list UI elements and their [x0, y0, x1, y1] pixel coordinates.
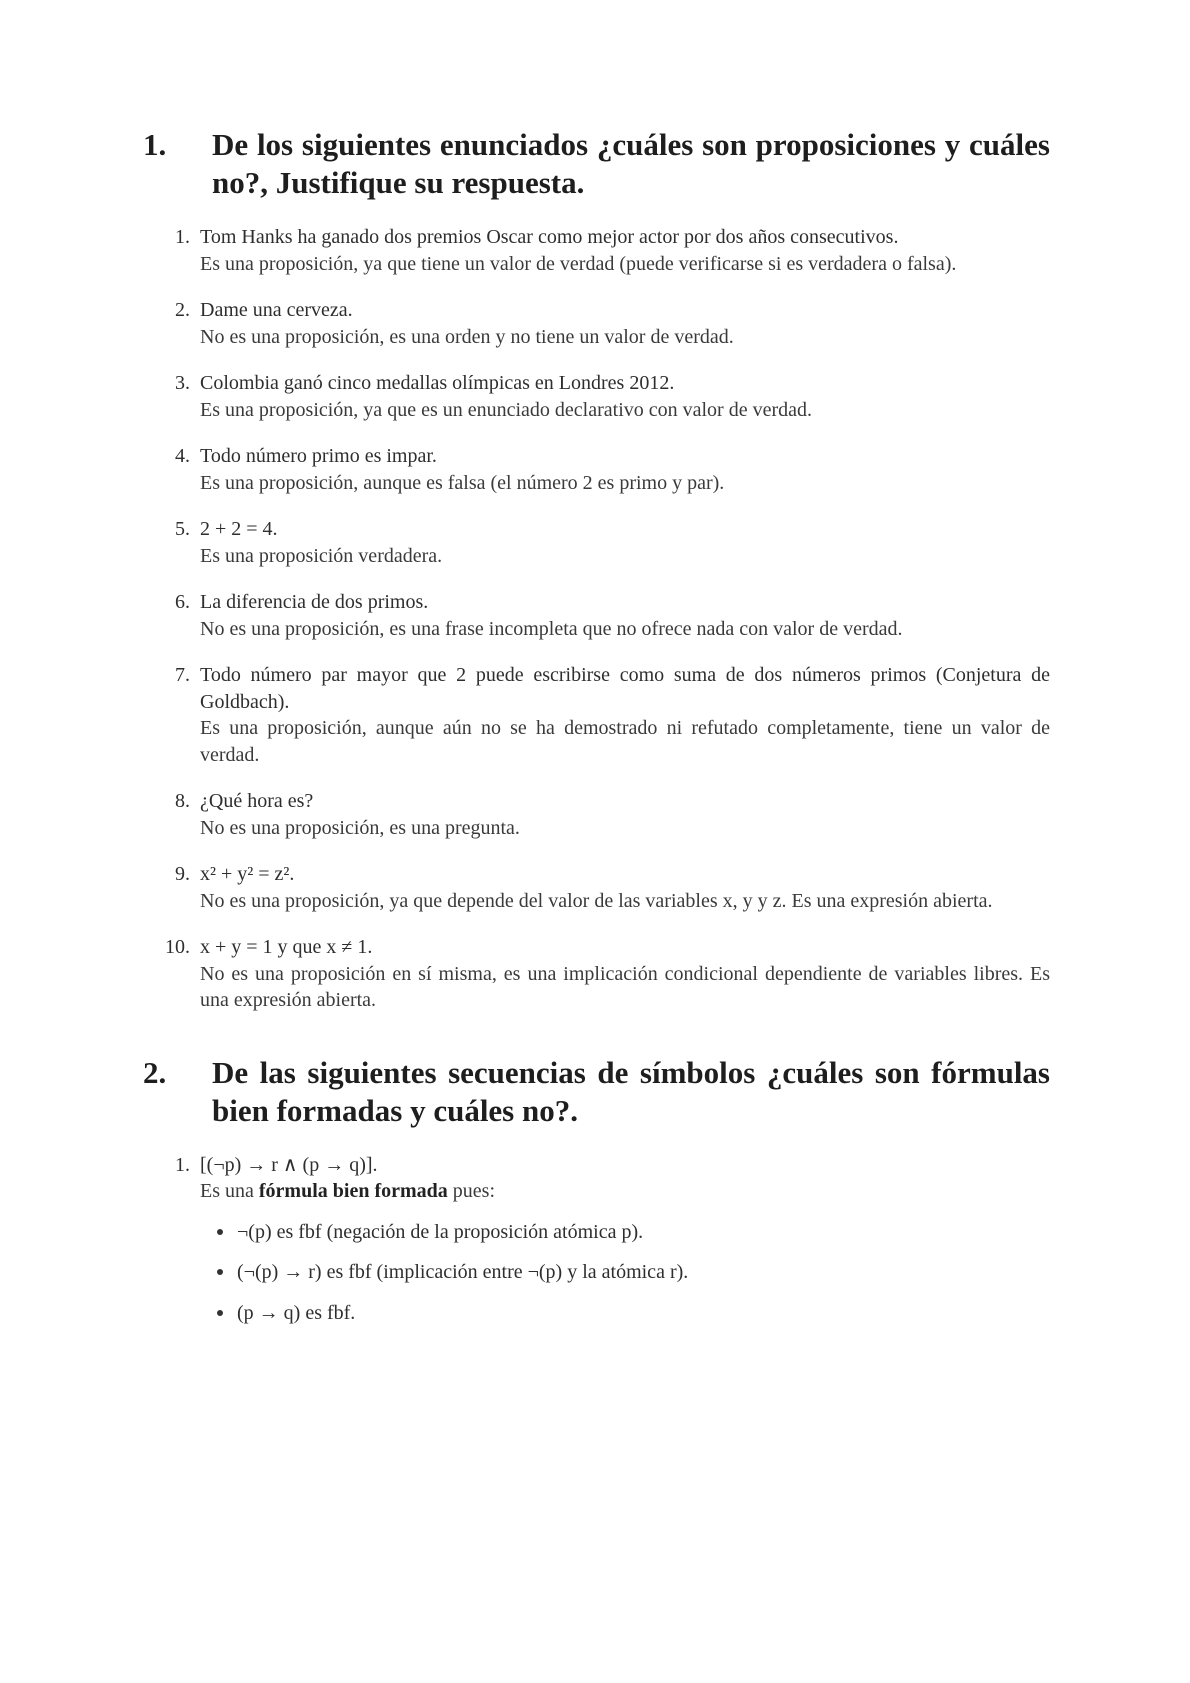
item-number: 2.: [175, 299, 190, 321]
bullet-text: ¬(p) es fbf (negación de la proposición atómica p).: [237, 1220, 644, 1243]
list-item: [175, 443, 1050, 496]
item-statement: x + y = 1 y que x ≠ 1.: [200, 936, 373, 958]
item-statement: Dame una cerveza.: [200, 299, 353, 321]
document-content: [143, 126, 1050, 1346]
section-number: 1.: [143, 127, 167, 162]
list-item: [175, 589, 1050, 642]
item-statement: Todo número par mayor que 2 puede escribirse como suma de dos números primos (Conjetura de Goldbach).: [200, 664, 1050, 713]
item-answer: Es una proposición, ya que tiene un valor de verdad (puede verificarse si es verdadera o falsa).: [200, 252, 957, 275]
list-item: [165, 934, 1050, 1014]
item-answer: Es una proposición verdadera.: [200, 544, 443, 567]
section-title: De las siguientes secuencias de símbolos ¿cuáles son fórmulas bien formadas y cuáles no?.: [212, 1054, 1050, 1128]
list-item: [175, 516, 1050, 569]
item-answer: No es una proposición, es una frase incompleta que no ofrece nada con valor de verdad.: [200, 617, 903, 640]
item-number: 9.: [175, 863, 190, 885]
bullet-text: (¬(p) → r) es fbf (implicación entre ¬(p) y la atómica r).: [237, 1261, 689, 1283]
item-answer: Es una proposición, aunque aún no se ha demostrado ni refutado completamente, tiene un valor de verdad.: [200, 717, 1050, 766]
answer-emphasis: fórmula bien formada: [258, 1180, 448, 1202]
exercise-list: [143, 224, 1050, 1014]
item-statement: Todo número primo es impar.: [200, 445, 437, 467]
list-item: [175, 1152, 1050, 1327]
item-number: 6.: [175, 591, 190, 613]
bullet-item: [237, 1259, 1050, 1286]
answer-prefix: Es una: [200, 1180, 259, 1202]
list-item: [175, 788, 1050, 841]
item-statement: [(¬p) → r ∧ (p → q)].: [200, 1153, 378, 1176]
item-answer: No es una proposición en sí misma, es una implicación condicional dependiente de variables libres. Es una expresión abierta.: [200, 962, 1050, 1011]
item-number: 4.: [175, 445, 190, 467]
item-number: 7.: [175, 664, 190, 686]
bullet-text: (p → q) es fbf.: [237, 1301, 356, 1324]
bullet-icon: [217, 1229, 223, 1235]
section-title: De los siguientes enunciados ¿cuáles son proposiciones y cuáles no?, Justifique su respuesta.: [212, 127, 1050, 200]
section-heading: [143, 126, 1050, 202]
list-item: [175, 224, 1050, 277]
item-number: 3.: [175, 372, 190, 394]
list-item: [175, 662, 1050, 768]
list-item: [175, 861, 1050, 914]
item-answer: Es una proposición, ya que es un enunciado declarativo con valor de verdad.: [200, 398, 813, 421]
bullet-item: [237, 1300, 1050, 1327]
item-statement: La diferencia de dos primos.: [200, 591, 429, 613]
item-number: 5.: [175, 518, 190, 540]
item-statement: 2 + 2 = 4.: [200, 518, 278, 540]
item-statement: Tom Hanks ha ganado dos premios Oscar como mejor actor por dos años consecutivos.: [200, 226, 899, 248]
item-number: 10.: [165, 936, 190, 958]
item-answer: No es una proposición, ya que depende del valor de las variables x, y y z. Es una expresión abierta.: [200, 889, 993, 912]
bullet-icon: [217, 1310, 223, 1316]
item-answer: No es una proposición, es una pregunta.: [200, 816, 520, 839]
answer-suffix: pues:: [447, 1180, 495, 1202]
bullet-list: [200, 1219, 1050, 1327]
item-answer: No es una proposición, es una orden y no tiene un valor de verdad.: [200, 325, 734, 348]
item-answer: [200, 1178, 1050, 1205]
bullet-icon: [217, 1269, 223, 1275]
item-number: 8.: [175, 790, 190, 812]
item-statement: Colombia ganó cinco medallas olímpicas en Londres 2012.: [200, 372, 675, 394]
section-heading: [143, 1054, 1050, 1130]
section-number: 2.: [143, 1054, 167, 1090]
item-number: 1.: [175, 226, 190, 248]
item-answer: Es una proposición, aunque es falsa (el número 2 es primo y par).: [200, 471, 725, 494]
item-statement: x² + y² = z².: [200, 863, 295, 885]
exercise-list: [143, 1152, 1050, 1327]
item-statement: ¿Qué hora es?: [200, 790, 314, 812]
list-item: [175, 297, 1050, 350]
item-number: 1.: [175, 1153, 190, 1176]
bullet-item: [237, 1219, 1050, 1246]
list-item: [175, 370, 1050, 423]
